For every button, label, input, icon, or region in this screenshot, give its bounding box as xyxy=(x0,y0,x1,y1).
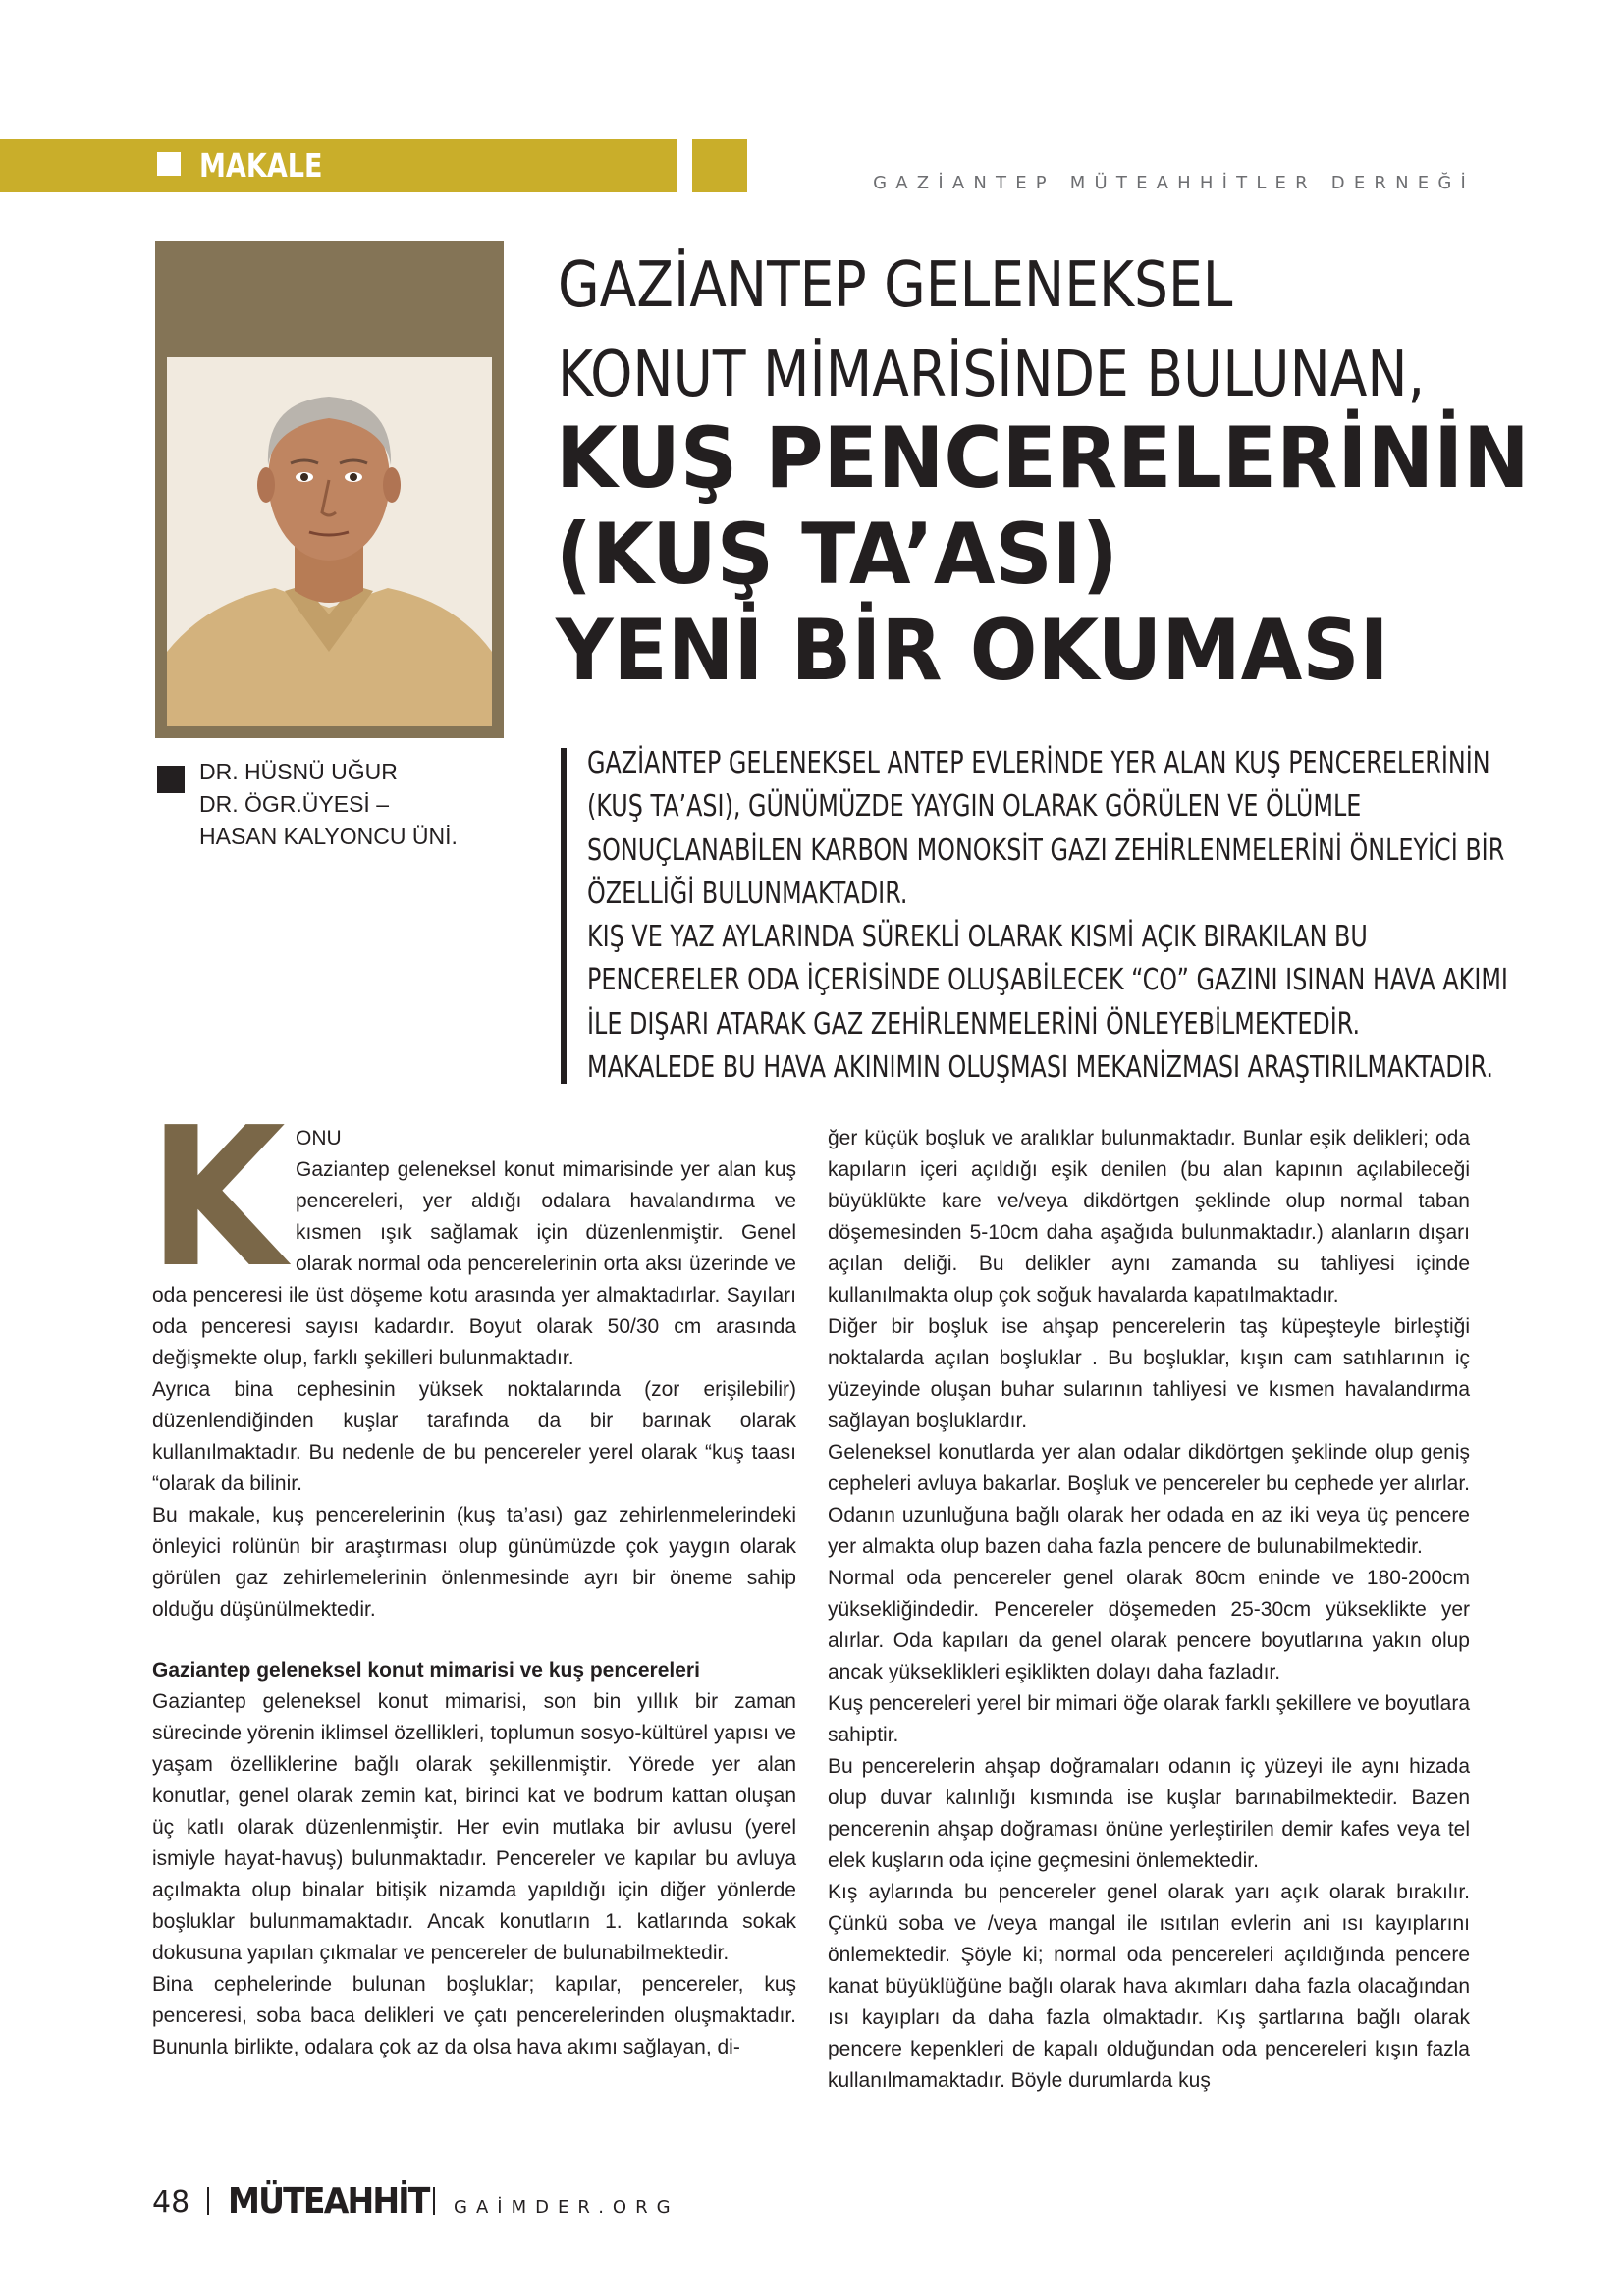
body-paragraph: Kış aylarında bu pencereler genel olarak yarı açık olarak bırakılır. Çünkü soba ve /veya mangal ile ısıtılan evlerin ani ısı kayıplarını önlemektedir. Şöyle ki; normal oda pencereleri açıldığında pencere kanat büyüklüğüne bağlı olarak hava akımları daha fazla olacağından ısı kayıpları da daha fazla olmaktadır. Kış şartlarına bağlı olarak pencere kepenkleri de kapalı olduğundan oda pencereleri kışın fazla kullanılmamaktadır. Böyle durumlarda kuş xyxy=(828,1881,1470,2092)
title-bold xyxy=(556,410,1534,699)
konu-label: ONU xyxy=(296,1127,342,1149)
summary-bar xyxy=(561,748,567,1084)
drop-cap: K xyxy=(148,1087,286,1310)
body-paragraph: Bina cephelerinde bulunan boşluklar; kapılar, pencereler, kuş penceresi, soba baca delikleri ve çatı pencerelerinden oluşmaktadır. Bununla birlikte, odalara çok az da olsa hava akımı sağlayan, di- xyxy=(152,1973,796,2058)
body-paragraph: Kuş pencereleri yerel bir mimari öğe olarak farklı şekillere ve boyutlara sahiptir. xyxy=(828,1692,1470,1746)
footer-separator xyxy=(207,2187,209,2215)
header-band-accent xyxy=(692,139,747,192)
magazine-brand: MÜTEAHHİT xyxy=(228,2181,429,2221)
title-light xyxy=(558,241,1435,420)
summary-line: GAZİANTEP GELENEKSEL ANTEP EVLERİNDE YER ALAN KUŞ PENCERELERİNİN xyxy=(587,746,1490,780)
title-bold-line: (KUŞ TA’ASI) xyxy=(556,506,1118,604)
header-band xyxy=(0,139,677,192)
author-marker-square xyxy=(157,766,185,793)
body-column-left xyxy=(148,1087,796,2063)
author-affiliation: HASAN KALYONCU ÜNİ. xyxy=(199,824,458,849)
section-heading: Gaziantep geleneksel konut mimarisi ve kuş pencereleri xyxy=(152,1659,700,1682)
body-paragraph: Bu makale, kuş pencerelerinin (kuş ta’ası) gaz zehirlenmelerindeki önleyici rolünün bir araştırması olup günümüzde çok yaygın olarak görülen gaz zehirlemelerinin önlenmesinde ayrı bir öneme sahip olduğu düşünülmektedir. xyxy=(152,1504,796,1621)
body-paragraph: Bu pencerelerin ahşap doğramaları odanın iç yüzeyi ile aynı hizada olup duvar kalınlığı kısmında ise kuşlar barınabilmektedir. Bazen pencerenin ahşap doğraması önüne yerleştirilen demir kafes veya tel elek kuşların oda içine geçmesini önlemektedir. xyxy=(828,1755,1470,1872)
author-info xyxy=(199,756,494,853)
summary-line: PENCERELER ODA İÇERİSİNDE OLUŞABİLECEK “CO” GAZINI ISINAN HAVA AKIMI xyxy=(587,963,1508,998)
author-portrait-image xyxy=(167,357,492,726)
author-title: DR. ÖGR.ÜYESİ – xyxy=(199,791,389,817)
association-name: GAZİANTEP MÜTEAHHİTLER DERNEĞİ xyxy=(873,173,1475,193)
title-light-line: GAZİANTEP GELENEKSEL xyxy=(558,249,1233,322)
body-paragraph: Gaziantep geleneksel konut mimarisinde yer alan kuş pencereleri, yer aldığı odalara havalandırma ve kısmen ışık sağlamak için düzenlenmiştir. Genel olarak normal oda pencerelerinin orta aksı üzerinde ve oda penceresi ile üst döşeme kotu arasında yer almaktadırlar. Sayıları oda penceresi sayısı kadardır. Boyut olarak 50/30 cm arasında değişmekte olup, farklı şekilleri bulunmaktadır. xyxy=(152,1158,796,1369)
body-paragraph: Ayrıca bina cephesinin yüksek noktalarında (zor erişilebilir) düzenlendiğinden kuşlar tarafında da bir barınak olarak kullanılmaktadır. Bu nedenle de bu pencereler yerel olarak “kuş taası “olarak da bilinir. xyxy=(152,1378,796,1495)
summary-line: KIŞ VE YAZ AYLARINDA SÜREKLİ OLARAK KISMİ AÇIK BIRAKILAN BU xyxy=(587,920,1368,955)
author-photo xyxy=(167,357,492,726)
summary-line: MAKALEDE BU HAVA AKINIMIN OLUŞMASI MEKANİZMASI ARAŞTIRILMAKTADIR. xyxy=(587,1050,1493,1086)
summary-line: SONUÇLANABİLEN KARBON MONOKSİT GAZI ZEHİRLENMELERİNİ ÖNLEYİCİ BİR xyxy=(587,832,1505,868)
author-name: DR. HÜSNÜ UĞUR xyxy=(199,759,398,784)
summary xyxy=(587,742,1524,1090)
title-bold-line: KUŞ PENCERELERİNİN xyxy=(556,409,1530,507)
footer-separator xyxy=(433,2187,435,2215)
summary-line: İLE DIŞARI ATARAK GAZ ZEHİRLENMELERİNİ ÖNLEYEBİLMEKTEDİR. xyxy=(587,1006,1361,1041)
body-paragraph: Geleneksel konutlarda yer alan odalar dikdörtgen şeklinde olup geniş cepheleri avluya bakarlar. Boşluk ve pencereler bu cephede yer alırlar. Odanın uzunluğuna bağlı olarak her odada en az iki veya üç pencere yer almakta olup bazen daha fazla pencere de bulunabilmektedir. xyxy=(828,1441,1470,1558)
title-bold-line: YENİ BİR OKUMASI xyxy=(556,602,1389,700)
body-paragraph: Gaziantep geleneksel konut mimarisi, son bin yıllık bir zaman sürecinde yörenin iklimsel özellikleri, toplumun sosyo-kültürel yapısı ve yaşam özelliklerine bağlı olarak şekillenmiştir. Yörede yer alan konutlar, genel olarak zemin kat, birinci kat ve bodrum kattan oluşan üç katlı olarak düzenlenmiştir. Her evin mutlaka bir avlusu (yerel ismiyle hayat-havuş) bulunmaktadır. Pencereler ve kapılar bu avluya açılmakta olup binalar bitişik nizamda yapıldığı için diğer yönlerde boşluklar bulunmamaktadır. Ancak konutların 1. katlarında sokak dokusuna yapılan çıkmalar ve pencereler de bulunabilmektedir. xyxy=(152,1690,796,1964)
page-number: 48 xyxy=(152,2185,190,2219)
website-link[interactable]: GAİMDER.ORG xyxy=(454,2197,679,2217)
title-light-line: KONUT MİMARİSİNDE BULUNAN, xyxy=(558,339,1426,411)
summary-line: (KUŞ TA’ASI), GÜNÜMÜZDE YAYGIN OLARAK GÖRÜLEN VE ÖLÜMLE xyxy=(587,789,1362,825)
body-column-right xyxy=(828,1123,1470,2097)
summary-line: ÖZELLİĞİ BULUNMAKTADIR. xyxy=(587,876,908,911)
body-paragraph: Diğer bir boşluk ise ahşap pencerelerin taş küpeşteyle birleştiği noktalarda açılan boşluklar . Bu boşluklar, kışın cam satıhlarının iç yüzeyinde oluşan buhar sularının tahliyesi ve kısmen havalandırma sağlayan boşluklardır. xyxy=(828,1315,1470,1432)
section-marker-square xyxy=(157,152,181,176)
section-label: MAKALE xyxy=(199,146,323,185)
body-paragraph: ğer küçük boşluk ve aralıklar bulunmaktadır. Bunlar eşik delikleri; oda kapıların içeri açıldığı eşik denilen (bu alan kapının açılabileceği büyüklükte kare ve/veya dikdörtgen şeklinde olup normal taban döşemesinden 5-10cm daha aşağıda bulunmaktadır.) alanların dışarı açılan deliği. Bu delikler aynı zamanda su tahliyesi içinde kullanılmakta olup çok soğuk havalarda kapatılmaktadır. xyxy=(828,1127,1470,1307)
body-paragraph: Normal oda pencereler genel olarak 80cm eninde ve 180-200cm yüksekliğindedir. Pencereler döşemeden 25-30cm yükseklikte yer alırlar. Oda kapıları da genel olarak pencere boyutlarına yakın olup ancak yükseklikleri eşiklikten dolayı daha fazladır. xyxy=(828,1567,1470,1683)
